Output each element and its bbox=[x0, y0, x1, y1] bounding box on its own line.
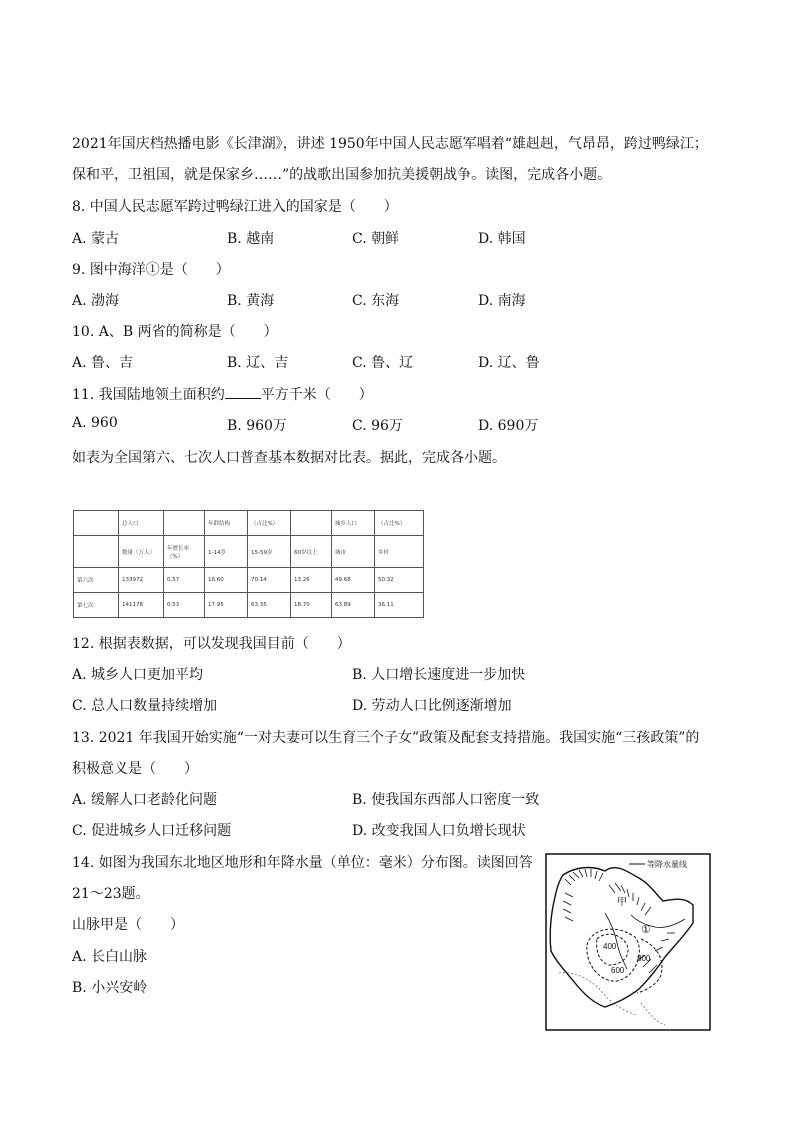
q10-option-d[interactable]: D. 辽、鲁 bbox=[478, 355, 540, 371]
intro-table: 如表为全国第六、七次人口普查基本数据对比表。据此，完成各小题。 bbox=[72, 450, 506, 466]
q11-option-b[interactable]: B. 960万 bbox=[227, 418, 287, 434]
question-11-stem bbox=[72, 384, 373, 404]
table-cell: 城市 bbox=[332, 536, 375, 568]
table-cell: 16.60 bbox=[205, 568, 248, 593]
table-row bbox=[74, 593, 424, 618]
q11-option-a[interactable]: A. 960 bbox=[72, 415, 118, 431]
question-10-stem: 10. A、B 两省的简称是（ ） bbox=[72, 324, 278, 340]
table-cell: 数量（万人） bbox=[119, 536, 164, 568]
table-header-row-1 bbox=[74, 511, 424, 536]
isohyet-800-label: 800 bbox=[637, 954, 651, 963]
table-cell: 0.53 bbox=[164, 593, 205, 618]
table-cell: 年增长率（%） bbox=[164, 536, 205, 568]
q10-option-a[interactable]: A. 鲁、吉 bbox=[72, 355, 134, 371]
q9-option-b[interactable]: B. 黄海 bbox=[227, 293, 275, 309]
q9-option-d[interactable]: D. 南海 bbox=[478, 293, 526, 309]
table-cell: 总人口 bbox=[119, 511, 164, 536]
map-label-ocean-1: ① bbox=[641, 923, 651, 936]
northeast-china-map bbox=[545, 853, 711, 1031]
isohyet-600-label: 600 bbox=[611, 966, 625, 975]
table-cell: 18.70 bbox=[291, 593, 332, 618]
q10-option-b[interactable]: B. 辽、吉 bbox=[227, 355, 289, 371]
question-14-line-2: 21～23题。 bbox=[72, 886, 150, 902]
intro-line-1: 2021年国庆档热播电影《长津湖》，讲述 1950年中国人民志愿军唱着“雄赳赳，气昂昂，跨过鸭绿江； bbox=[72, 136, 708, 152]
question-8-stem: 8. 中国人民志愿军跨过鸭绿江进入的国家是（ ） bbox=[72, 199, 398, 215]
q8-option-d[interactable]: D. 韩国 bbox=[478, 231, 526, 247]
table-cell: （占比%） bbox=[248, 511, 291, 536]
table-cell: 70.14 bbox=[248, 568, 291, 593]
table-cell: 第七次 bbox=[74, 593, 119, 618]
table-cell: 乡村 bbox=[375, 536, 424, 568]
table-cell: 1-14岁 bbox=[205, 536, 248, 568]
q11-option-c[interactable]: C. 96万 bbox=[352, 418, 403, 434]
table-cell: 0.57 bbox=[164, 568, 205, 593]
q12-option-a[interactable]: A. 城乡人口更加平均 bbox=[72, 667, 204, 683]
q13-option-c[interactable]: C. 促进城乡人口迁移问题 bbox=[72, 823, 232, 839]
table-row bbox=[74, 568, 424, 593]
q9-option-a[interactable]: A. 渤海 bbox=[72, 293, 120, 309]
census-table bbox=[73, 510, 424, 618]
question-14-line-1: 14. 如图为我国东北地区地形和年降水量（单位：毫米）分布图。读图回答 bbox=[72, 855, 533, 871]
q11-option-d[interactable]: D. 690万 bbox=[478, 418, 539, 434]
map-legend: 等降水量线 bbox=[647, 860, 687, 869]
map-label-jia: 甲 bbox=[617, 897, 627, 908]
q11-stem-post: 平方千米（ ） bbox=[260, 387, 373, 403]
table-header-row-2 bbox=[74, 536, 424, 568]
table-cell: 13.26 bbox=[291, 568, 332, 593]
q12-option-d[interactable]: D. 劳动人口比例逐渐增加 bbox=[352, 698, 512, 714]
q13-option-d[interactable]: D. 改变我国人口负增长现状 bbox=[352, 823, 526, 839]
table-cell: 63.35 bbox=[248, 593, 291, 618]
isohyet-400-label: 400 bbox=[603, 942, 617, 951]
q11-stem-pre: 11. 我国陆地领土面积约 bbox=[72, 387, 225, 403]
table-cell: 年龄结构 bbox=[205, 511, 248, 536]
question-14-line-3: 山脉甲是（ ） bbox=[72, 917, 184, 933]
question-13-line-1: 13. 2021 年我国开始实施“一对夫妻可以生育三个子女”政策及配套支持措施。我国实施“三孩政策”的 bbox=[72, 730, 700, 746]
table-cell bbox=[74, 536, 119, 568]
q8-option-c[interactable]: C. 朝鲜 bbox=[352, 231, 400, 247]
table-cell: 50.32 bbox=[375, 568, 424, 593]
q10-option-c[interactable]: C. 鲁、辽 bbox=[352, 355, 414, 371]
q8-option-b[interactable]: B. 越南 bbox=[227, 231, 275, 247]
q8-option-a[interactable]: A. 蒙古 bbox=[72, 231, 120, 247]
table-cell bbox=[164, 511, 205, 536]
table-cell bbox=[74, 511, 119, 536]
q9-option-c[interactable]: C. 东海 bbox=[352, 293, 400, 309]
table-cell: 49.68 bbox=[332, 568, 375, 593]
table-cell: 60岁以上 bbox=[291, 536, 332, 568]
table-cell: （占比%） bbox=[375, 511, 424, 536]
q14-option-b[interactable]: B. 小兴安岭 bbox=[72, 980, 148, 996]
table-cell: 36.11 bbox=[375, 593, 424, 618]
table-cell: 133972 bbox=[119, 568, 164, 593]
intro-line-2: 保和平，卫祖国，就是保家乡……”的战歌出国参加抗美援朝战争。读图，完成各小题。 bbox=[72, 167, 612, 183]
table-cell: 63.89 bbox=[332, 593, 375, 618]
q14-option-a[interactable]: A. 长白山脉 bbox=[72, 949, 148, 965]
q12-option-b[interactable]: B. 人口增长速度进一步加快 bbox=[352, 667, 526, 683]
table-cell: 第六次 bbox=[74, 568, 119, 593]
question-9-stem: 9. 图中海洋①是（ ） bbox=[72, 262, 230, 278]
q12-option-c[interactable]: C. 总人口数量持续增加 bbox=[72, 698, 218, 714]
table-cell bbox=[291, 511, 332, 536]
q13-option-a[interactable]: A. 缓解人口老龄化问题 bbox=[72, 792, 218, 808]
question-13-line-2: 积极意义是（ ） bbox=[72, 761, 198, 777]
table-cell: 15-59岁 bbox=[248, 536, 291, 568]
answer-blank bbox=[225, 386, 261, 399]
q13-option-b[interactable]: B. 使我国东西部人口密度一致 bbox=[352, 792, 540, 808]
table-cell: 城乡人口 bbox=[332, 511, 375, 536]
table-cell: 141178 bbox=[119, 593, 164, 618]
table-cell: 17.95 bbox=[205, 593, 248, 618]
question-12-stem: 12. 根据表数据，可以发现我国目前（ ） bbox=[72, 636, 351, 652]
